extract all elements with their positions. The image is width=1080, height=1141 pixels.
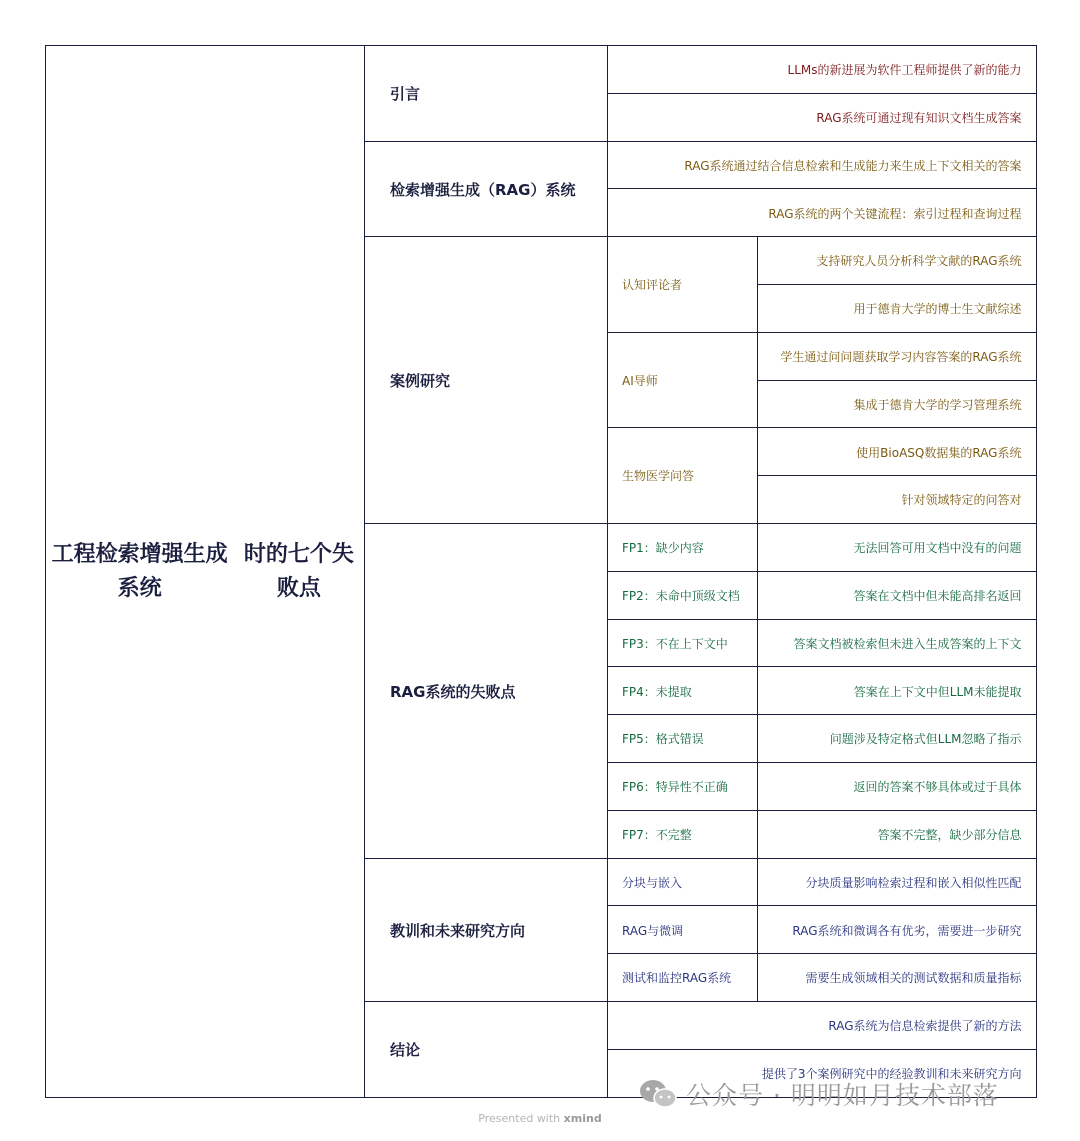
- subtopic-label: FP2：未命中顶级文档: [622, 588, 740, 603]
- subtopic-label: FP5：格式错误: [622, 732, 704, 747]
- leaf-text: RAG系统通过结合信息检索和生成能力来生成上下文相关的答案: [684, 158, 1022, 173]
- section-title: 检索增强生成（RAG）系统: [390, 180, 576, 199]
- leaf-text: 答案不完整，缺少部分信息: [877, 827, 1022, 842]
- subtopic-node: [607, 858, 759, 907]
- leaf-node: [607, 141, 1037, 190]
- leaf-node: [757, 523, 1037, 572]
- leaf-node: [757, 571, 1037, 620]
- leaf-node: [757, 858, 1037, 907]
- root-title-line-1: 工程检索增强生成系统: [51, 541, 228, 601]
- leaf-text: 分块质量影响检索过程和嵌入相似性匹配: [805, 875, 1022, 890]
- leaf-node: [757, 284, 1037, 333]
- subtopic-label: 生物医学问答: [622, 469, 695, 484]
- leaf-node: [607, 1001, 1037, 1050]
- subtopic-label: FP6：特异性不正确: [622, 780, 728, 795]
- leaf-node: [757, 619, 1037, 668]
- leaf-text: 学生通过问问题获取学习内容答案的RAG系统: [780, 349, 1022, 364]
- subtopic-label: FP7：不完整: [622, 827, 692, 842]
- leaf-text: 使用BioASQ数据集的RAG系统: [856, 445, 1022, 460]
- section-node: [364, 1001, 609, 1098]
- leaf-text: 提供了3个案例研究中的经验教训和未来研究方向: [761, 1066, 1022, 1081]
- subtopic-node: [607, 666, 759, 715]
- subtopic-node: [607, 762, 759, 811]
- subtopic-label: RAG与微调: [622, 923, 684, 938]
- leaf-text: 答案在上下文中但LLM未能提取: [853, 684, 1022, 699]
- watermark: [638, 1076, 999, 1112]
- root-title-line-2: 时的七个失败点: [243, 541, 354, 601]
- leaf-node: [757, 953, 1037, 1002]
- section-node: [364, 45, 609, 142]
- subtopic-node: [607, 905, 759, 954]
- leaf-text: RAG系统和微调各有优劣，需要进一步研究: [792, 923, 1022, 938]
- leaf-node: [757, 427, 1037, 476]
- leaf-node: [757, 714, 1037, 763]
- leaf-text: 针对领域特定的问答对: [901, 493, 1022, 508]
- leaf-node: [757, 762, 1037, 811]
- watermark-text: 公众号 · 明明如月技术部落: [686, 1081, 999, 1110]
- subtopic-node: [607, 332, 759, 429]
- leaf-text: 集成于德肯大学的学习管理系统: [853, 397, 1022, 412]
- subtopic-node: [607, 236, 759, 333]
- presented-with-footer: [0, 1112, 1080, 1125]
- leaf-text: 需要生成领域相关的测试数据和质量指标: [805, 971, 1022, 986]
- leaf-text: LLMs的新进展为软件工程师提供了新的能力: [787, 63, 1022, 78]
- subtopic-label: AI导师: [622, 373, 658, 388]
- subtopic-node: [607, 810, 759, 859]
- leaf-text: 问题涉及特定格式但LLM忽略了指示: [829, 732, 1022, 747]
- leaf-text: RAG系统为信息检索提供了新的方法: [828, 1019, 1022, 1034]
- subtopic-node: [607, 619, 759, 668]
- subtopic-label: FP1：缺少内容: [622, 541, 704, 556]
- presented-prefix: Presented with: [478, 1112, 561, 1125]
- section-title: 教训和未来研究方向: [390, 921, 526, 940]
- wechat-icon: [638, 1078, 678, 1110]
- leaf-node: [757, 905, 1037, 954]
- section-title: 案例研究: [390, 371, 451, 390]
- leaf-text: 答案在文档中但未能高排名返回: [853, 588, 1022, 603]
- subtopic-node: [607, 571, 759, 620]
- subtopic-node: [607, 714, 759, 763]
- leaf-text: 用于德肯大学的博士生文献综述: [853, 302, 1022, 317]
- leaf-node: [757, 666, 1037, 715]
- section-title: 结论: [390, 1041, 421, 1060]
- leaf-node: [757, 380, 1037, 429]
- section-node: [364, 858, 609, 1003]
- leaf-node: [607, 93, 1037, 142]
- leaf-text: 支持研究人员分析科学文献的RAG系统: [816, 254, 1022, 269]
- leaf-node: [757, 810, 1037, 859]
- leaf-text: 答案文档被检索但未进入生成答案的上下文: [793, 636, 1022, 651]
- subtopic-label: FP4：未提取: [622, 684, 692, 699]
- xmind-brand: xmind: [563, 1112, 602, 1125]
- leaf-text: 无法回答可用文档中没有的问题: [853, 541, 1022, 556]
- leaf-text: 返回的答案不够具体或过于具体: [853, 780, 1022, 795]
- section-title: RAG系统的失败点: [390, 682, 516, 701]
- root-topic: [45, 45, 366, 1098]
- subtopic-label: FP3：不在上下文中: [622, 636, 728, 651]
- leaf-text: RAG系统可通过现有知识文档生成答案: [816, 110, 1022, 125]
- leaf-node: [757, 475, 1037, 524]
- section-title: 引言: [390, 85, 421, 104]
- subtopic-node: [607, 427, 759, 524]
- subtopic-label: 测试和监控RAG系统: [622, 971, 732, 986]
- subtopic-node: [607, 953, 759, 1002]
- leaf-node: [607, 188, 1037, 237]
- section-node: [364, 141, 609, 238]
- subtopic-label: 分块与嵌入: [622, 875, 683, 890]
- section-node: [364, 523, 609, 859]
- subtopic-label: 认知评论者: [622, 278, 683, 293]
- leaf-node: [757, 332, 1037, 381]
- leaf-text: RAG系统的两个关键流程：索引过程和查询过程: [768, 206, 1022, 221]
- leaf-node: [757, 236, 1037, 285]
- section-node: [364, 236, 609, 524]
- leaf-node: [607, 45, 1037, 94]
- subtopic-node: [607, 523, 759, 572]
